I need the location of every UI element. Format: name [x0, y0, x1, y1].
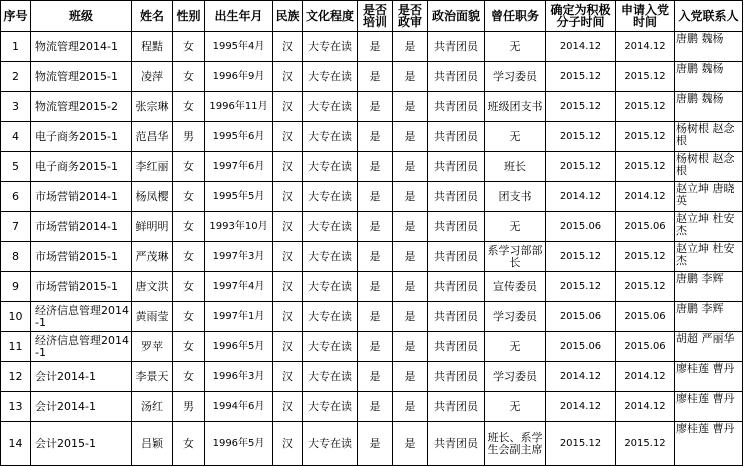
cell-vetted: 是	[393, 212, 428, 242]
cell-apply-date: 2015.12	[616, 92, 675, 122]
cell-ethnic: 汉	[273, 272, 303, 302]
cell-contact: 唐鹏 魏杨	[675, 62, 743, 92]
cell-activist-date: 2015.12	[546, 272, 616, 302]
cell-vetted: 是	[393, 422, 428, 466]
cell-trained: 是	[358, 62, 393, 92]
cell-activist-date: 2015.12	[546, 422, 616, 466]
cell-duty: 班长	[485, 152, 546, 182]
cell-apply-date: 2015.12	[616, 272, 675, 302]
cell-contact: 唐鹏 李辉	[675, 302, 743, 332]
cell-trained: 是	[358, 332, 393, 362]
cell-trained: 是	[358, 32, 393, 62]
cell-gender: 男	[173, 392, 205, 422]
cell-trained: 是	[358, 182, 393, 212]
cell-trained: 是	[358, 362, 393, 392]
cell-ethnic: 汉	[273, 212, 303, 242]
cell-education: 大专在读	[303, 302, 358, 332]
cell-education: 大专在读	[303, 272, 358, 302]
cell-duty: 无	[485, 212, 546, 242]
table-row	[1, 212, 743, 242]
col-header-gender: 性别	[173, 1, 205, 32]
cell-class: 市场营销2014-1	[31, 182, 132, 212]
table-row	[1, 422, 743, 466]
cell-birth: 1996年5月	[205, 422, 273, 466]
cell-trained: 是	[358, 242, 393, 272]
cell-political: 共青团员	[428, 62, 485, 92]
cell-name: 严茂琳	[132, 242, 173, 272]
table-row	[1, 242, 743, 272]
cell-apply-date: 2015.12	[616, 242, 675, 272]
cell-gender: 女	[173, 422, 205, 466]
cell-duty: 系学习部部长	[485, 242, 546, 272]
cell-class: 经济信息管理2014-1	[31, 302, 132, 332]
cell-political: 共青团员	[428, 302, 485, 332]
cell-class: 市场营销2015-1	[31, 242, 132, 272]
cell-political: 共青团员	[428, 182, 485, 212]
cell-apply-date: 2014.12	[616, 362, 675, 392]
cell-contact: 赵立坤 唐晓英	[675, 182, 743, 212]
table-row	[1, 152, 743, 182]
table-row	[1, 32, 743, 62]
cell-vetted: 是	[393, 182, 428, 212]
cell-class: 市场营销2014-1	[31, 212, 132, 242]
cell-birth: 1995年6月	[205, 122, 273, 152]
cell-duty: 学习委员	[485, 62, 546, 92]
cell-gender: 女	[173, 212, 205, 242]
col-header-duty: 曾任职务	[485, 1, 546, 32]
cell-birth: 1996年9月	[205, 62, 273, 92]
cell-education: 大专在读	[303, 422, 358, 466]
cell-vetted: 是	[393, 302, 428, 332]
cell-birth: 1994年6月	[205, 392, 273, 422]
cell-birth: 1996年3月	[205, 362, 273, 392]
cell-activist-date: 2014.12	[546, 182, 616, 212]
cell-vetted: 是	[393, 332, 428, 362]
cell-contact: 唐鹏 魏杨	[675, 92, 743, 122]
cell-ethnic: 汉	[273, 302, 303, 332]
cell-no: 11	[1, 332, 31, 362]
cell-activist-date: 2015.06	[546, 302, 616, 332]
cell-activist-date: 2014.12	[546, 32, 616, 62]
cell-gender: 女	[173, 362, 205, 392]
col-header-contact: 入党联系人	[675, 1, 743, 32]
cell-trained: 是	[358, 212, 393, 242]
cell-trained: 是	[358, 302, 393, 332]
cell-class: 会计2014-1	[31, 362, 132, 392]
cell-class: 会计2015-1	[31, 422, 132, 466]
table-row	[1, 392, 743, 422]
cell-name: 汤红	[132, 392, 173, 422]
table-row	[1, 362, 743, 392]
cell-name: 鲜明明	[132, 212, 173, 242]
cell-vetted: 是	[393, 92, 428, 122]
cell-gender: 女	[173, 92, 205, 122]
cell-education: 大专在读	[303, 332, 358, 362]
cell-duty: 宣传委员	[485, 272, 546, 302]
cell-no: 14	[1, 422, 31, 466]
cell-name: 李红丽	[132, 152, 173, 182]
cell-duty: 无	[485, 32, 546, 62]
col-header-name: 姓名	[132, 1, 173, 32]
cell-activist-date: 2015.12	[546, 122, 616, 152]
col-header-political: 政治面貌	[428, 1, 485, 32]
cell-contact: 赵立坤 杜安杰	[675, 242, 743, 272]
cell-birth: 1995年5月	[205, 182, 273, 212]
cell-ethnic: 汉	[273, 332, 303, 362]
cell-education: 大专在读	[303, 212, 358, 242]
cell-no: 6	[1, 182, 31, 212]
cell-vetted: 是	[393, 392, 428, 422]
col-header-vetted: 是否政审	[393, 1, 428, 32]
cell-no: 3	[1, 92, 31, 122]
table-row	[1, 92, 743, 122]
table-row	[1, 122, 743, 152]
cell-apply-date: 2015.12	[616, 62, 675, 92]
cell-political: 共青团员	[428, 272, 485, 302]
col-header-apply-date: 申请入党时间	[616, 1, 675, 32]
cell-vetted: 是	[393, 272, 428, 302]
cell-name: 张宗琳	[132, 92, 173, 122]
cell-birth: 1997年1月	[205, 302, 273, 332]
table-row	[1, 332, 743, 362]
cell-vetted: 是	[393, 152, 428, 182]
cell-no: 4	[1, 122, 31, 152]
cell-apply-date: 2015.12	[616, 422, 675, 466]
cell-name: 唐文洪	[132, 272, 173, 302]
cell-contact: 廖桂莲 曹丹	[675, 422, 743, 466]
cell-contact: 唐鹏 李辉	[675, 272, 743, 302]
cell-duty: 学习委员	[485, 302, 546, 332]
cell-birth: 1995年4月	[205, 32, 273, 62]
cell-education: 大专在读	[303, 392, 358, 422]
cell-education: 大专在读	[303, 152, 358, 182]
cell-gender: 女	[173, 302, 205, 332]
cell-contact: 廖桂莲 曹丹	[675, 362, 743, 392]
cell-political: 共青团员	[428, 392, 485, 422]
cell-vetted: 是	[393, 32, 428, 62]
cell-activist-date: 2015.12	[546, 152, 616, 182]
cell-no: 2	[1, 62, 31, 92]
cell-activist-date: 2015.12	[546, 62, 616, 92]
col-header-no: 序号	[1, 1, 31, 32]
cell-activist-date: 2015.12	[546, 242, 616, 272]
cell-trained: 是	[358, 422, 393, 466]
cell-gender: 女	[173, 272, 205, 302]
cell-no: 12	[1, 362, 31, 392]
cell-activist-date: 2015.12	[546, 92, 616, 122]
cell-gender: 男	[173, 122, 205, 152]
cell-no: 7	[1, 212, 31, 242]
table-row	[1, 272, 743, 302]
cell-contact: 杨树根 赵念根	[675, 122, 743, 152]
cell-class: 电子商务2015-1	[31, 152, 132, 182]
cell-duty: 无	[485, 122, 546, 152]
cell-apply-date: 2015.06	[616, 332, 675, 362]
cell-education: 大专在读	[303, 242, 358, 272]
cell-political: 共青团员	[428, 92, 485, 122]
cell-activist-date: 2014.12	[546, 362, 616, 392]
cell-vetted: 是	[393, 362, 428, 392]
cell-apply-date: 2015.06	[616, 212, 675, 242]
cell-apply-date: 2015.06	[616, 302, 675, 332]
cell-apply-date: 2015.12	[616, 122, 675, 152]
cell-ethnic: 汉	[273, 182, 303, 212]
cell-gender: 女	[173, 152, 205, 182]
cell-activist-date: 2015.06	[546, 212, 616, 242]
cell-class: 电子商务2015-1	[31, 122, 132, 152]
cell-ethnic: 汉	[273, 32, 303, 62]
cell-education: 大专在读	[303, 92, 358, 122]
cell-birth: 1997年4月	[205, 272, 273, 302]
cell-apply-date: 2015.12	[616, 152, 675, 182]
cell-name: 范昌华	[132, 122, 173, 152]
cell-trained: 是	[358, 152, 393, 182]
cell-name: 吕颖	[132, 422, 173, 466]
cell-contact: 赵立坤 杜安杰	[675, 212, 743, 242]
table-row	[1, 62, 743, 92]
cell-name: 李景天	[132, 362, 173, 392]
cell-activist-date: 2014.12	[546, 392, 616, 422]
cell-name: 杨凤樱	[132, 182, 173, 212]
cell-ethnic: 汉	[273, 362, 303, 392]
cell-duty: 班长、系学生会副主席	[485, 422, 546, 466]
cell-ethnic: 汉	[273, 392, 303, 422]
cell-birth: 1996年11月	[205, 92, 273, 122]
cell-trained: 是	[358, 392, 393, 422]
cell-gender: 女	[173, 242, 205, 272]
cell-birth: 1996年5月	[205, 332, 273, 362]
cell-apply-date: 2014.12	[616, 32, 675, 62]
cell-no: 5	[1, 152, 31, 182]
cell-education: 大专在读	[303, 362, 358, 392]
cell-name: 程黠	[132, 32, 173, 62]
cell-ethnic: 汉	[273, 422, 303, 466]
cell-contact: 唐鹏 魏杨	[675, 32, 743, 62]
cell-contact: 廖桂莲 曹丹	[675, 392, 743, 422]
col-header-activist-date: 确定为积极分子时间	[546, 1, 616, 32]
cell-ethnic: 汉	[273, 242, 303, 272]
cell-class: 市场营销2015-1	[31, 272, 132, 302]
cell-birth: 1993年10月	[205, 212, 273, 242]
cell-political: 共青团员	[428, 242, 485, 272]
cell-trained: 是	[358, 92, 393, 122]
cell-vetted: 是	[393, 122, 428, 152]
cell-education: 大专在读	[303, 122, 358, 152]
cell-name: 黄雨莹	[132, 302, 173, 332]
cell-class: 物流管理2015-1	[31, 62, 132, 92]
cell-class: 物流管理2014-1	[31, 32, 132, 62]
cell-contact: 胡超 严丽华	[675, 332, 743, 362]
cell-political: 共青团员	[428, 422, 485, 466]
cell-activist-date: 2015.06	[546, 332, 616, 362]
header-row	[1, 1, 743, 32]
cell-no: 1	[1, 32, 31, 62]
roster-body	[1, 32, 743, 466]
cell-birth: 1997年6月	[205, 152, 273, 182]
cell-ethnic: 汉	[273, 122, 303, 152]
col-header-ethnic: 民族	[273, 1, 303, 32]
cell-no: 8	[1, 242, 31, 272]
cell-no: 13	[1, 392, 31, 422]
cell-name: 凌萍	[132, 62, 173, 92]
cell-education: 大专在读	[303, 32, 358, 62]
cell-gender: 女	[173, 32, 205, 62]
cell-apply-date: 2014.12	[616, 392, 675, 422]
col-header-trained: 是否培训	[358, 1, 393, 32]
cell-class: 物流管理2015-2	[31, 92, 132, 122]
cell-no: 9	[1, 272, 31, 302]
cell-political: 共青团员	[428, 212, 485, 242]
cell-ethnic: 汉	[273, 92, 303, 122]
cell-education: 大专在读	[303, 182, 358, 212]
cell-gender: 女	[173, 182, 205, 212]
cell-class: 会计2014-1	[31, 392, 132, 422]
cell-education: 大专在读	[303, 62, 358, 92]
col-header-birth: 出生年月	[205, 1, 273, 32]
cell-duty: 无	[485, 392, 546, 422]
table-row	[1, 182, 743, 212]
cell-duty: 无	[485, 332, 546, 362]
cell-name: 罗苹	[132, 332, 173, 362]
cell-apply-date: 2014.12	[616, 182, 675, 212]
cell-gender: 女	[173, 332, 205, 362]
cell-vetted: 是	[393, 242, 428, 272]
cell-political: 共青团员	[428, 152, 485, 182]
cell-political: 共青团员	[428, 332, 485, 362]
cell-contact: 杨树根 赵念根	[675, 152, 743, 182]
cell-duty: 学习委员	[485, 362, 546, 392]
cell-trained: 是	[358, 272, 393, 302]
cell-ethnic: 汉	[273, 62, 303, 92]
cell-birth: 1997年3月	[205, 242, 273, 272]
cell-political: 共青团员	[428, 32, 485, 62]
cell-duty: 团支书	[485, 182, 546, 212]
cell-gender: 女	[173, 62, 205, 92]
cell-vetted: 是	[393, 62, 428, 92]
cell-ethnic: 汉	[273, 152, 303, 182]
cell-class: 经济信息管理2014-1	[31, 332, 132, 362]
cell-no: 10	[1, 302, 31, 332]
cell-political: 共青团员	[428, 362, 485, 392]
col-header-class: 班级	[31, 1, 132, 32]
cell-trained: 是	[358, 122, 393, 152]
cell-political: 共青团员	[428, 122, 485, 152]
cell-duty: 班级团支书	[485, 92, 546, 122]
col-header-education: 文化程度	[303, 1, 358, 32]
table-row	[1, 302, 743, 332]
